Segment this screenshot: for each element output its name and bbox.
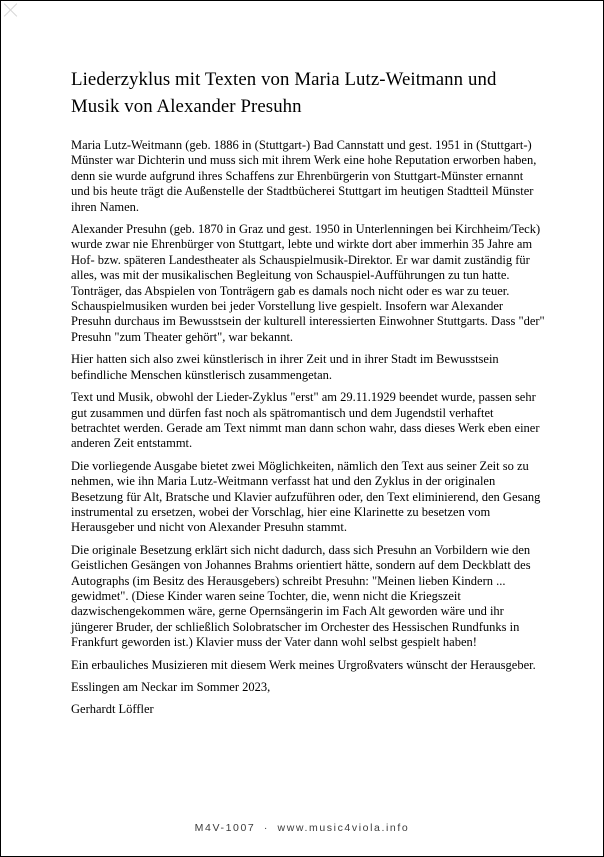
paragraph-wunsch: Ein erbauliches Musizieren mit diesem Werk meines Urgroßvaters wünscht der Herausgeber.	[71, 657, 536, 672]
paragraph-maria-lutz-weitmann: Maria Lutz-Weitmann (geb. 1886 in (Stuttgart-) Bad Cannstatt und gest. 1951 in (Stuttgart-) Münster war Dichterin und muss sich mit ihrem Werk eine hohe Reputation erworben haben, denn sie wurde aufgrund ihres Schaffens zur Ehrenbürgerin von Stuttgart-Münster ernannt und bis heute trägt die Außenstelle der Stadtbücherei Stuttgart im heutigen Stadtteil Münster ihren Namen.	[71, 138, 537, 214]
title-line-2: Musik von Alexander Presuhn	[71, 96, 302, 117]
paragraph-zusammengetan: Hier hatten sich also zwei künstlerisch in ihrer Zeit und in ihrer Stadt im Bewusstsein befindliche Menschen künstlerisch zusammengetan.	[71, 352, 499, 382]
page-footer	[1, 822, 603, 834]
paragraph-text-und-musik: Text und Musik, obwohl der Lieder-Zyklus "erst" am 29.11.1929 beendet wurde, passen sehr gut zusammen und dürfen fast noch als spätromantisch und dem Jugendstil verhaftet betrachtet werden. Gerade am Text nimmt man dann schon wahr, dass dieses Werk eben einer anderen Zeit entstammt.	[71, 390, 540, 451]
footer-separator: ·	[263, 822, 269, 834]
preface-body	[71, 138, 545, 718]
paragraph-originale-besetzung: Die originale Besetzung erklärt sich nicht dadurch, dass sich Presuhn an Vorbildern wie den Geistlichen Gesängen von Johannes Brahms orientiert hätte, sondern auf dem Deckblatt des Autographs (im Besitz des Herausgebers) schreibt Presuhn: "Meinen lieben Kindern ... gewidmet". (Diese Kinder waren seine Tochter, die, wenn nicht die Kriegszeit dazwischengekommen wäre, gerne Opernsängerin im Fach Alt geworden wäre und ihr jüngerer Bruder, der schließlich Solobratscher im Orchester des Hessischen Rundfunks in Frankfurt geworden ist.) Klavier muss der Vater dann wohl selbst gespielt haben!	[71, 542, 531, 650]
paragraph-signature: Gerhardt Löffler	[71, 702, 154, 717]
paragraph-vorliegende-ausgabe: Die vorliegende Ausgabe bietet zwei Möglichkeiten, nämlich den Text aus seiner Zeit so zu nehmen, wie ihn Maria Lutz-Weitmann verfasst hat und den Zyklus in der originalen Besetzung für Alt, Bratsche und Klavier aufzuführen oder, den Text eliminierend, den Gesang instrumental zu ersetzen, wobei der Vorschlag, hier eine Klarinette zu besetzen vom Herausgeber und nicht von Alexander Presuhn stammt.	[71, 458, 541, 535]
paragraph-alexander-presuhn: Alexander Presuhn (geb. 1870 in Graz und gest. 1950 in Unterlenningen bei Kirchheim/Teck) wurde zwar nie Ehrenbürger von Stuttgart, lebte und wirkte dort aber immerhin 35 Jahre am Hof- bzw. späteren Landestheater als Schauspielmusik-Direktor. Er war damit zuständig für alles, was mit der musikalischen Begleitung von Schauspiel-Aufführungen zu tun hatte. Tonträger, das Abspielen von Tonträgern gab es damals noch nicht oder es war zu teuer. Schauspielmusiken wurden bei jeder Vorstellung live gespielt. Insofern war Alexander Presuhn durchaus im Bewusstsein der kulturell interessierten Einwohner Stuttgarts. Dass "der" Presuhn "zum Theater gehört", war bekannt.	[71, 222, 545, 344]
title-line-1: Liederzyklus mit Texten von Maria Lutz-Weitmann und	[71, 69, 497, 90]
corner-crop-mark-icon	[2, 2, 18, 18]
website-url: www.music4viola.info	[277, 822, 410, 834]
page-title	[71, 66, 545, 120]
page-content	[71, 66, 545, 725]
catalog-number: M4V-1007	[194, 822, 256, 834]
paragraph-ort-datum: Esslingen am Neckar im Sommer 2023,	[71, 680, 271, 694]
